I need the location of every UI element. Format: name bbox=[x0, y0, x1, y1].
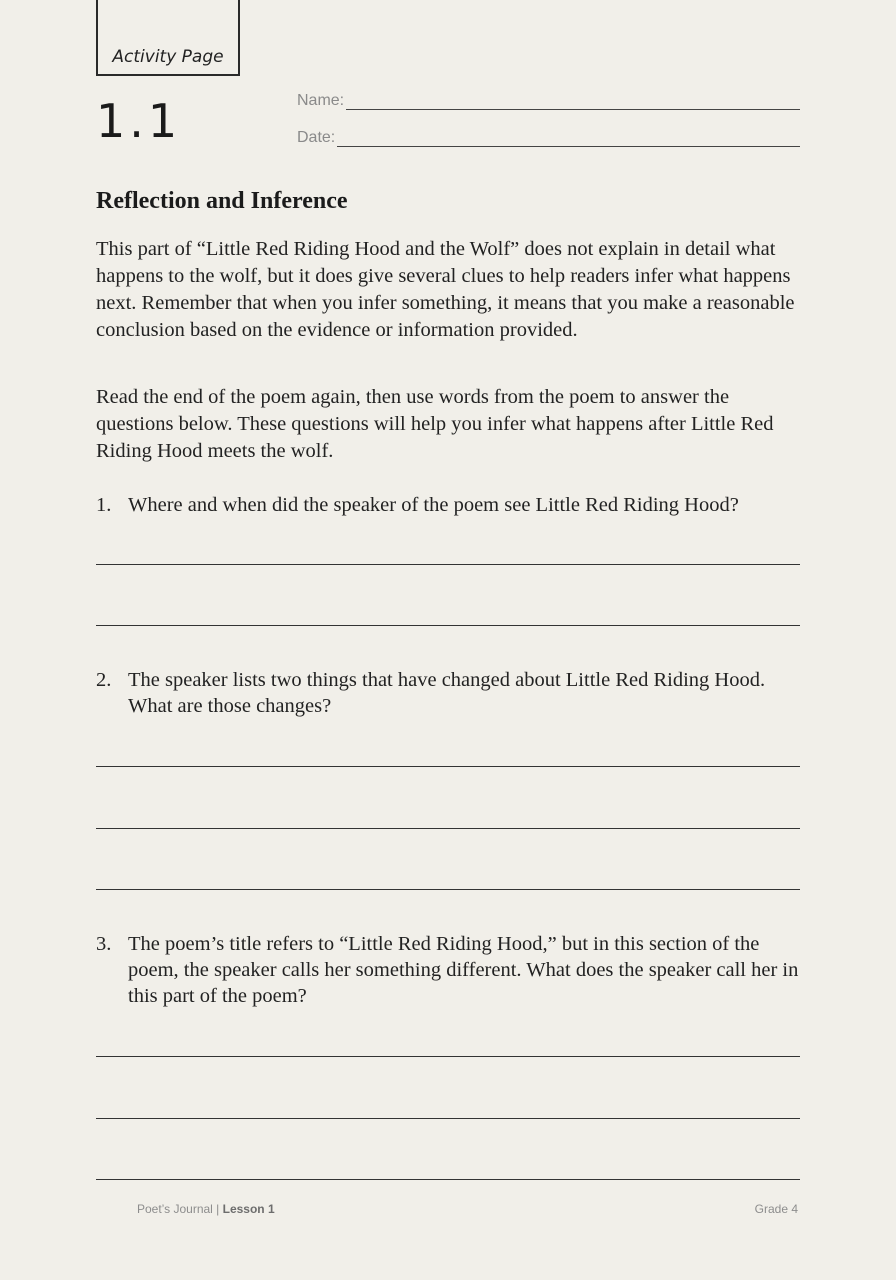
question-3 bbox=[96, 931, 808, 1009]
instructions-paragraph: Read the end of the poem again, then use words from the poem to answer the questions below. These questions will help you infer what happens after Little Red Riding Hood meets the wolf. bbox=[96, 386, 774, 462]
page-title: Reflection and Inference bbox=[96, 188, 348, 214]
date-field[interactable] bbox=[297, 125, 800, 147]
question-number: 1. bbox=[96, 494, 112, 516]
question-text: The poem’s title refers to “Little Red Riding Hood,” but in this section of the poem, the speaker calls her something different. What does the speaker call her in this part of the poem? bbox=[128, 933, 799, 1007]
question-text: The speaker lists two things that have changed about Little Red Riding Hood. What are those changes? bbox=[128, 669, 766, 717]
question-number: 3. bbox=[96, 933, 112, 955]
answer-line[interactable] bbox=[96, 564, 800, 565]
date-line[interactable] bbox=[337, 146, 800, 147]
answer-line[interactable] bbox=[96, 1118, 800, 1119]
footer-lesson: Lesson 1 bbox=[222, 1202, 275, 1216]
answer-line[interactable] bbox=[96, 889, 800, 890]
name-label: Name: bbox=[297, 92, 345, 109]
question-1 bbox=[96, 492, 808, 518]
date-label: Date: bbox=[297, 129, 336, 146]
answer-line[interactable] bbox=[96, 1179, 800, 1180]
lesson-number: 1.1 bbox=[96, 94, 182, 148]
footer-journal-label: Poet’s Journal | bbox=[137, 1202, 223, 1216]
question-number: 2. bbox=[96, 669, 112, 691]
footer-journal bbox=[137, 1202, 275, 1216]
activity-page-tab bbox=[96, 0, 240, 76]
answer-line[interactable] bbox=[96, 625, 800, 626]
name-field[interactable] bbox=[297, 88, 800, 110]
question-2 bbox=[96, 667, 808, 719]
name-line[interactable] bbox=[346, 109, 800, 110]
activity-label: Activity Page bbox=[112, 47, 224, 67]
answer-line[interactable] bbox=[96, 1056, 800, 1057]
answer-line[interactable] bbox=[96, 766, 800, 767]
intro-paragraph: This part of “Little Red Riding Hood and the Wolf” does not explain in detail what happens to the wolf, but it does give several clues to help readers infer what happens next. Remember that when you infer something, it means that you make a reasonable conclusion based on the evidence or information provided. bbox=[96, 238, 795, 341]
question-text: Where and when did the speaker of the poem see Little Red Riding Hood? bbox=[128, 494, 739, 516]
footer-grade: Grade 4 bbox=[754, 1202, 798, 1216]
answer-line[interactable] bbox=[96, 828, 800, 829]
